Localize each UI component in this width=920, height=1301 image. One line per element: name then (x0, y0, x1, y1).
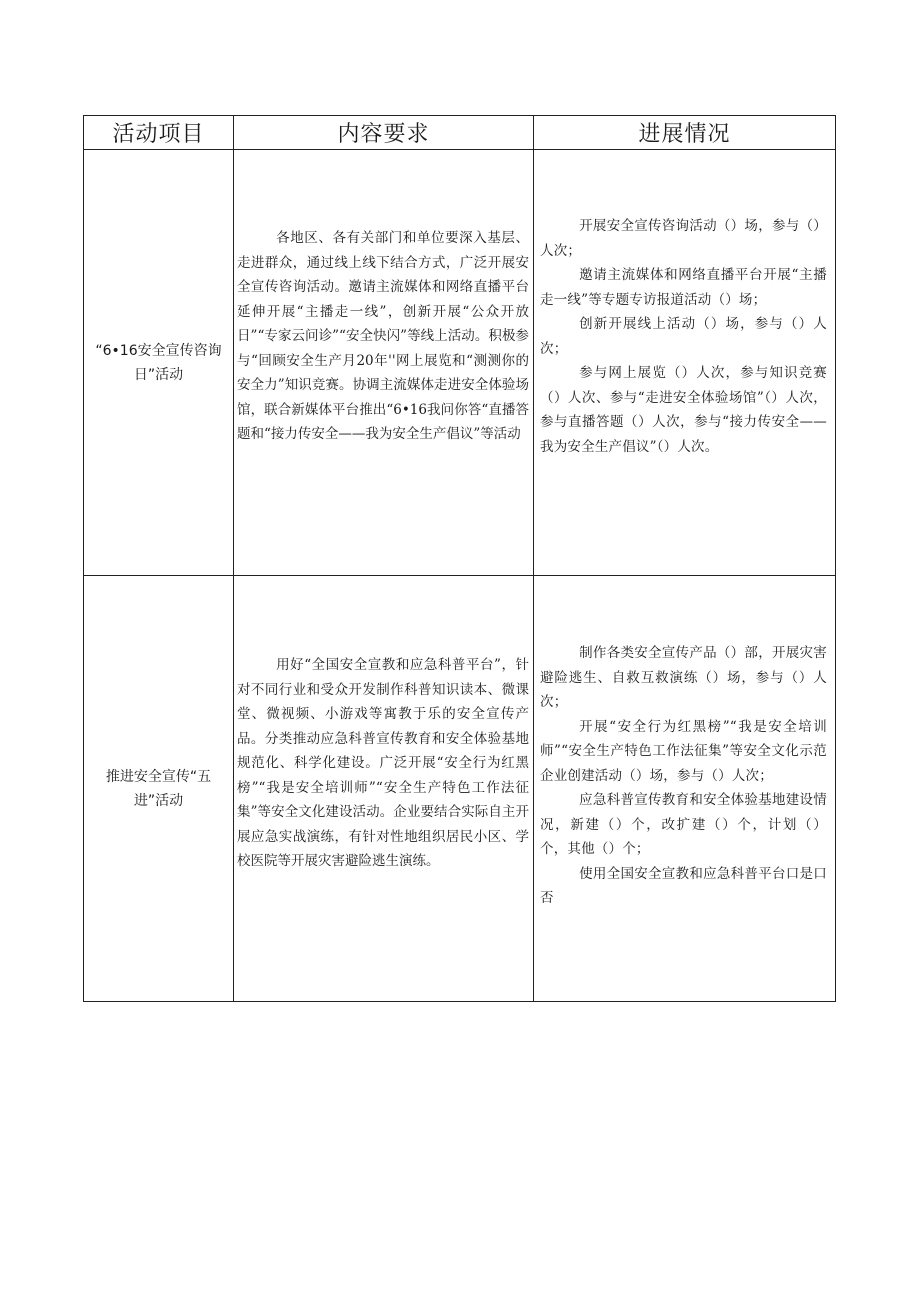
row-1-content-text: 各地区、各有关部门和单位要深入基层、走进群众，通过线上线下结合方式，广泛开展安全宣传咨询活动。邀请主流媒体和网络直播平台延伸开展“主播走一线”，创新开展“公众开放日”“专家云问诊”“安全快闪”等线上活动。积极参与“回顾安全生产月20年''网上展览和“测测你的安全力”知识竞赛。协调主流媒体走进安全体验场馆，联合新媒体平台推出“6•16我问你答“直播答题和“接力传安全——我为安全生产倡议”等活动 (237, 230, 529, 442)
row-2-progress-line: 使用全国安全宣教和应急科普平台口是口否 (540, 865, 827, 906)
row-1-activity-label: “6•16安全宣传咨询日”活动 (95, 342, 222, 383)
row-1-progress-line: 参与网上展览（）人次，参与知识竞赛（）人次、参与“走进安全体验场馆”（）人次，参与直播答题（）人次，参与“接力传安全——我为安全生产倡议”（）人次。 (540, 365, 827, 455)
row-2-content (234, 653, 533, 874)
row-1-progress-line: 邀请主流媒体和网络直播平台开展“主播走一线”等专题专访报道活动（）场； (540, 267, 827, 308)
row-1-progress (534, 214, 835, 459)
header-progress: 进展情况 (638, 122, 731, 147)
row-2-progress (534, 641, 835, 911)
row-2-content-text: 用好“全国安全宣教和应急科普平台”，针对不同行业和受众开发制作科普知识读本、微课堂、微视频、小游戏等寓教于乐的安全宣传产品。分类推动应急科普宣传教育和安全体验基地规范化、科学化建设。广泛开展“安全行为红黑榜”“我是安全培训师”“安全生产特色工作法征集”等安全文化建设活动。企业要结合实际自主开展应急实战演练，有针对性地组织居民小区、学校医院等开展灾害避险逃生演练。 (237, 657, 529, 869)
activity-table (83, 115, 836, 1002)
row-1-content (234, 226, 533, 447)
row-2-progress-line: 制作各类安全宣传产品（）部，开展灾害避险逃生、自救互救演练（）场，参与（）人次； (540, 645, 827, 710)
row-1-progress-line: 创新开展线上活动（）场，参与（）人次； (540, 316, 827, 357)
row-2-activity-item (84, 576, 233, 1001)
row-2-progress-line: 应急科普宣传教育和安全体验基地建设情况，新建（）个，改扩建（）个，计划（）个，其他（）个； (540, 792, 827, 857)
row-1-progress-line: 开展安全宣传咨询活动（）场，参与（）人次； (540, 218, 827, 259)
row-2-progress-line: 开展“安全行为红黑榜”“我是安全培训师”“安全生产特色工作法征集”等安全文化示范企业创建活动（）场，参与（）人次； (540, 718, 827, 784)
row-1-activity-item (84, 150, 233, 575)
header-content-requirements: 内容要求 (337, 122, 430, 147)
row-2-activity-label: 推进安全宣传“五进”活动 (105, 768, 212, 809)
header-activity-item: 活动项目 (112, 122, 205, 147)
